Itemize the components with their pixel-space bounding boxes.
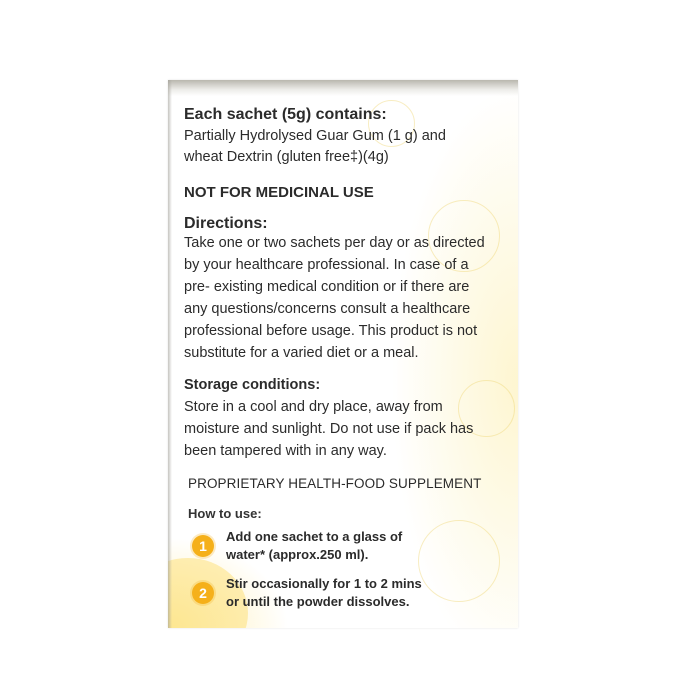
step-2-text xyxy=(226,575,422,611)
directions-heading: Directions: xyxy=(184,215,268,232)
directions-line: professional before usage. This product is not xyxy=(184,323,478,339)
directions-line: substitute for a varied diet or a meal. xyxy=(184,345,419,361)
directions-line: pre- existing medical condition or if there are xyxy=(184,279,470,295)
step-2-line: Stir occasionally for 1 to 2 mins xyxy=(226,576,422,591)
decorative-fruit-outline xyxy=(418,520,500,602)
product-box-side-panel xyxy=(168,80,518,628)
storage-line: been tampered with in any way. xyxy=(184,443,387,459)
ingredient-line: Partially Hydrolysed Guar Gum (1 g) and xyxy=(184,128,446,144)
directions-line: by your healthcare professional. In case of a xyxy=(184,257,469,273)
step-2-line: or until the powder dissolves. xyxy=(226,594,410,609)
storage-line: moisture and sunlight. Do not use if pack has xyxy=(184,421,474,437)
box-top-fold-shadow xyxy=(168,80,518,96)
storage-line: Store in a cool and dry place, away from xyxy=(184,399,443,415)
category-label: PROPRIETARY HEALTH-FOOD SUPPLEMENT xyxy=(188,476,482,491)
step-2-number-icon: 2 xyxy=(192,582,214,604)
step-1-line: Add one sachet to a glass of xyxy=(226,529,403,544)
directions-line: Take one or two sachets per day or as directed xyxy=(184,235,485,251)
how-to-use-heading: How to use: xyxy=(188,506,262,521)
step-1-number-icon: 1 xyxy=(192,535,214,557)
directions-line: any questions/concerns consult a healthcare xyxy=(184,301,471,317)
step-1-line: water* (approx.250 ml). xyxy=(226,547,369,562)
warning-text: NOT FOR MEDICINAL USE xyxy=(184,184,374,201)
step-1-text xyxy=(226,528,402,564)
box-left-edge xyxy=(168,80,172,628)
ingredient-line: wheat Dextrin (gluten free‡)(4g) xyxy=(184,149,389,165)
storage-heading: Storage conditions: xyxy=(184,377,321,393)
sachet-heading: Each sachet (5g) contains: xyxy=(184,106,387,123)
